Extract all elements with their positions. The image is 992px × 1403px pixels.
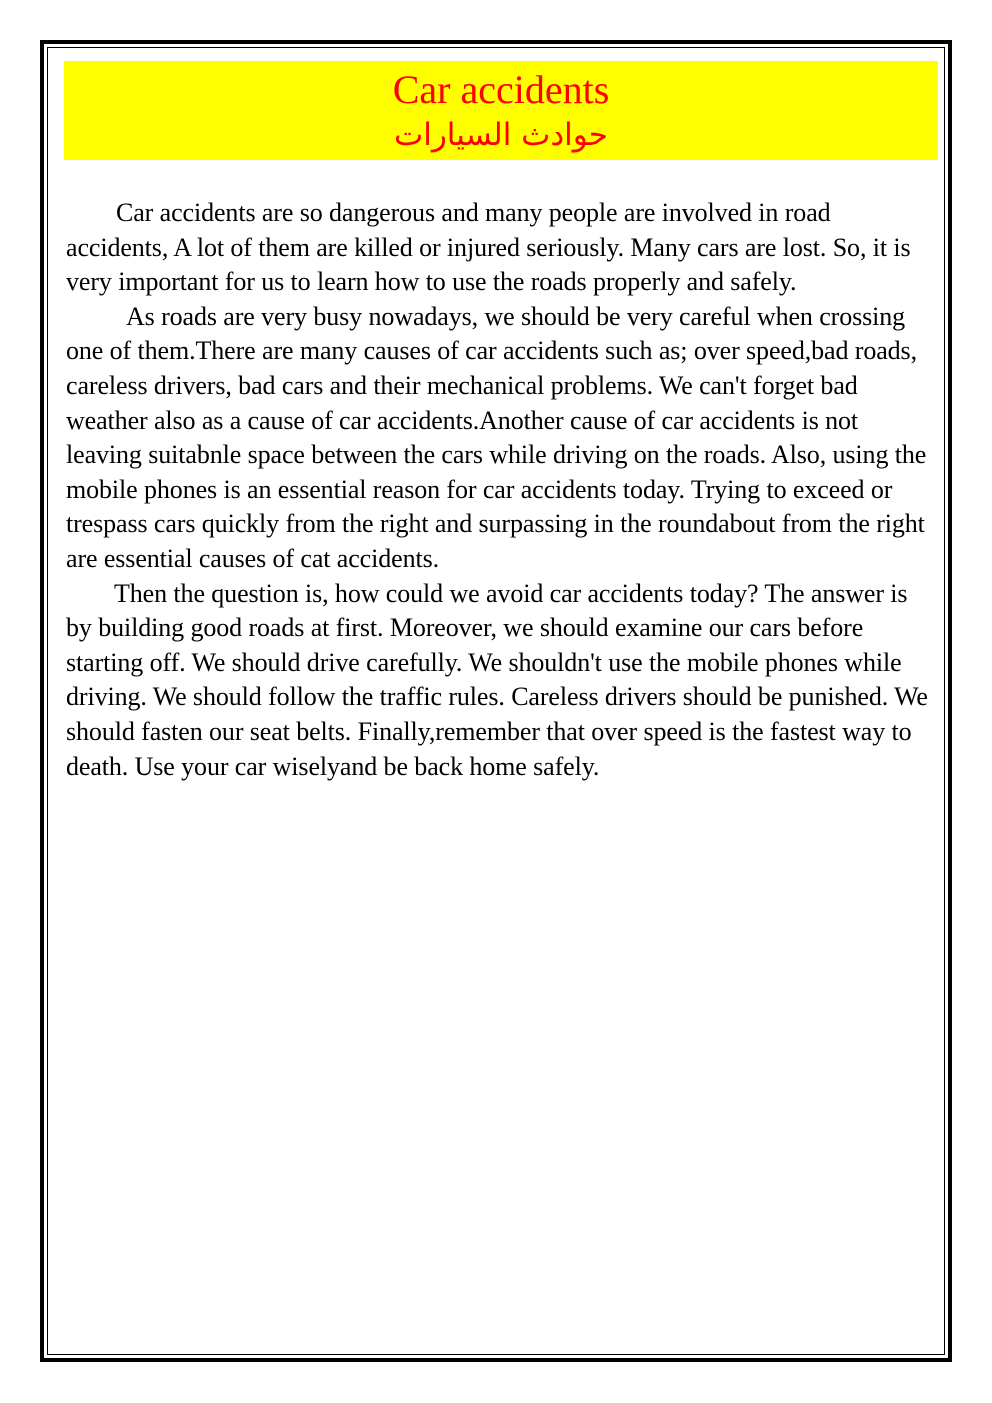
paragraph-3: Then the question is, how could we avoid car accidents today? The answer is by building good roads at first. Moreover, we should examine our cars before starting off. We should drive carefully. We shouldn't use the mobile phones while driving. We should follow the traffic rules. Careless drivers should be punished. We should fasten our seat belts. Finally,remember that over speed is the fastest way to death. Use your car wiselyand be back home safely. <box>66 578 928 781</box>
paragraph-2: As roads are very busy nowadays, we should be very careful when crossing one of them.There are many causes of car accidents such as; over speed,bad roads, careless drivers, bad cars and their mechanical problems. We can't forget bad weather also as a cause of car accidents.Another cause of car accidents is not leaving suitabnle space between the cars while driving on the roads. Also, using the mobile phones is an essential reason for car accidents today. Trying to exceed or trespass cars quickly from the right and surpassing in the roundabout from the right are essential causes of cat accidents. <box>66 301 927 573</box>
title-banner <box>64 61 938 160</box>
essay-body <box>66 196 938 784</box>
page-title-arabic: حوادث السيارات <box>394 117 608 153</box>
paragraph-1: Car accidents are so dangerous and many people are involved in road accidents, A lot of them are killed or injured seriously. Many cars are lost. So, it is very important for us to learn how to use the roads properly and safely. <box>66 198 911 297</box>
page-title: Car accidents <box>392 67 610 112</box>
